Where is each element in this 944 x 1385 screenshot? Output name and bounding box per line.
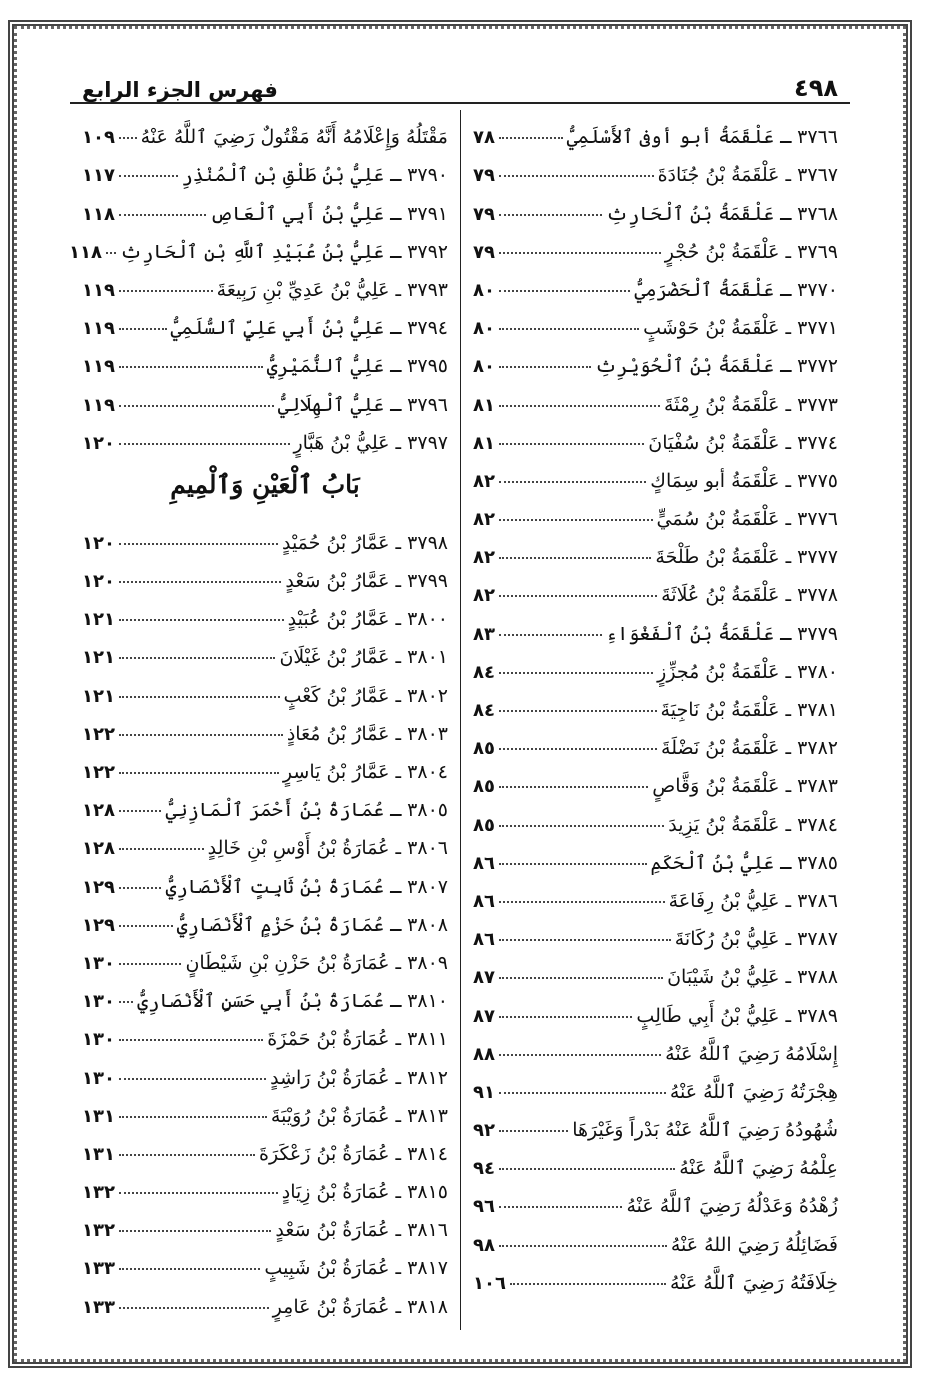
dot-leader (119, 1154, 255, 1156)
entry-page-number: ٩٢ (473, 1120, 495, 1142)
dot-leader (119, 543, 278, 545)
dot-leader (119, 443, 290, 445)
entry-page-number: ١١٩ (82, 318, 115, 340)
index-entry (82, 110, 448, 148)
index-entry (82, 1241, 448, 1279)
entry-title: ٣٧٩٣ ـ عَلِيُّ بْنُ عَدِيِّ بْنِ رَبِيعَةَ (216, 278, 448, 301)
entry-page-number: ٨٤ (473, 661, 495, 683)
index-list-bottom (82, 516, 448, 1318)
dot-leader (499, 786, 648, 788)
entry-title: ٣٧٩٨ ـ عَمَّارُ بْنُ حُمَيْدٍ (281, 531, 448, 554)
index-entry (82, 301, 448, 339)
dot-leader (499, 977, 663, 979)
dot-leader (119, 963, 181, 965)
dot-leader (119, 810, 161, 812)
index-entry (473, 1027, 838, 1065)
entry-title: ٣٧٧٣ ـ عَلْقَمَةُ بْنُ رِمْثَةَ (664, 393, 838, 416)
index-entry (473, 912, 838, 950)
dot-leader (499, 710, 657, 712)
dot-leader (119, 366, 263, 368)
entry-title: ٣٨١٥ ـ عُمَارَةُ بْنُ زِيَادٍ (281, 1181, 448, 1204)
index-entry (473, 1217, 838, 1255)
entry-page-number: ١١٨ (82, 203, 115, 225)
dot-leader (119, 1192, 278, 1194)
dot-leader (499, 1130, 568, 1132)
dot-leader (119, 1307, 269, 1309)
entry-title: ٣٧٧٢ ـ عَلْقَمَةُ بْنُ ٱلْحُوَيْرِثِ (594, 355, 838, 378)
entry-title: ٣٧٨٤ ـ عَلْقَمَةُ بْنُ يَزِيدَ (668, 813, 838, 836)
entry-page-number: ٨٥ (473, 738, 495, 760)
entry-title: مَقْتَلُهُ وَإِعْلَامُهُ أَنَّهُ مَقْتُولٌ رَضِيَ ٱللَّهُ عَنْهُ (140, 126, 448, 149)
index-entry (473, 988, 838, 1026)
index-entry (82, 936, 448, 974)
entry-title: ٣٧٨٧ ـ عَلِيُّ بْنُ رُكَانَةَ (674, 928, 838, 951)
dot-leader (119, 290, 213, 292)
index-entry (82, 821, 448, 859)
index-columns (70, 110, 850, 1330)
entry-title: ٣٧٨٣ ـ عَلْقَمَةُ بْنُ وَقَّاصٍ (652, 775, 838, 798)
index-entry (82, 859, 448, 897)
dot-leader (499, 481, 646, 483)
index-entry (82, 554, 448, 592)
entry-page-number: ٧٩ (473, 241, 495, 263)
entry-page-number: ٨٢ (473, 509, 495, 531)
entry-title: ٣٧٨٩ ـ عَلِيُّ بْنُ أَبِي طَالِبٍ (636, 1004, 838, 1027)
index-entry (473, 1179, 838, 1217)
entry-title: ٣٨١٦ ـ عُمَارَةُ بْنُ سَعْدٍ (275, 1219, 448, 1242)
dot-leader (119, 772, 279, 774)
entry-title: ٣٨٠١ ـ عَمَّارُ بْنُ غَيْلَانَ (279, 646, 448, 669)
entry-title: عِلْمُهُ رَضِيَ ٱللَّهُ عَنْهُ (679, 1157, 838, 1180)
entry-title: ٣٧٨٨ ـ عَلِيُّ بْنُ شَيْبَانَ (667, 966, 838, 989)
entry-title: ٣٨١١ ـ عُمَارَةُ بْنُ حَمْزَةَ (267, 1028, 448, 1051)
entry-title: ٣٧٩٦ ـ عَلِيُّ ٱلْهِلَالِيُّ (277, 393, 448, 416)
index-entry (473, 874, 838, 912)
entry-title: خِلَافَتُهُ رَضِيَ ٱللَّهُ عَنْهُ (669, 1271, 838, 1294)
entry-page-number: ٨٦ (473, 852, 495, 874)
entry-page-number: ١٠٦ (473, 1272, 506, 1294)
entry-page-number: ٨٨ (473, 1043, 495, 1065)
index-entry (473, 377, 838, 415)
entry-page-number: ١٣٠ (82, 991, 115, 1013)
entry-title: ٣٧٧٦ ـ عَلْقَمَةُ بْنُ سُمَيٍّ (656, 508, 838, 531)
index-entry (473, 721, 838, 759)
index-column-left (70, 110, 460, 1330)
dot-leader (499, 175, 654, 177)
index-entry (82, 263, 448, 301)
dot-leader (499, 328, 639, 330)
dot-leader (119, 1001, 133, 1003)
entry-title: ٣٨٠٤ ـ عَمَّارُ بْنُ يَاسِرٍ (282, 761, 448, 783)
entry-title: ٣٧٩٢ ـ عَلِيُّ بْنُ عُبَيْدِ ٱللَّهِ بْنِ ٱلْحَارِثِ (119, 240, 448, 263)
page-content (70, 60, 850, 1340)
entry-page-number: ١١٩ (82, 356, 115, 378)
index-entry (473, 263, 838, 301)
entry-title: ٣٧٧٩ ـ عَلْقَمَةُ بْنُ ٱلْفَغْوَاءِ (606, 622, 838, 645)
entry-title: ٣٧٨١ ـ عَلْقَمَةُ بْنُ نَاجِيَةَ (660, 699, 838, 721)
entry-title: ٣٨١٤ ـ عُمَارَةُ بْنُ زَعْكَرَةَ (259, 1142, 448, 1165)
index-entry (82, 783, 448, 821)
index-entry (82, 668, 448, 706)
entry-title: ٣٨٠٩ ـ عُمَارَةُ بْنُ حَزْنِ بْنِ شَيْطَانٍ (185, 951, 448, 974)
index-entry (473, 836, 838, 874)
entry-title: ٣٨٠٣ ـ عَمَّارُ بْنُ مُعَاذٍ (286, 722, 448, 745)
dot-leader (119, 1116, 267, 1118)
index-entry (82, 377, 448, 415)
entry-page-number: ٨٢ (473, 585, 495, 607)
index-entry (82, 516, 448, 554)
entry-title: ٣٧٩٠ ـ عَلِيُّ بْنُ طَلْقِ بْنِ ٱلْمُنْذِرِ (181, 164, 448, 187)
entry-page-number: ١١٧ (82, 165, 115, 187)
entry-title: ٣٧٩١ ـ عَلِيُّ بْنُ أَبِي ٱلْعَاصِ (209, 202, 448, 225)
entry-title: ٣٨٠٨ ـ عُمَارَةُ بْنُ حَزْمٍ ٱلْأَنْصَارِيُّ (176, 913, 448, 936)
entry-page-number: ١٢٨ (82, 838, 115, 860)
entry-page-number: ٧٨ (473, 127, 495, 149)
entry-title: ٣٧٩٥ ـ عَلِيُّ ٱلنُّمَيْرِيُّ (266, 355, 448, 378)
entry-page-number: ١٢٢ (82, 723, 115, 745)
entry-title: ٣٧٦٨ ـ عَلْقَمَةُ بْنُ ٱلْحَارِثِ (606, 202, 838, 225)
index-entry (473, 454, 838, 492)
entry-page-number: ٩٨ (473, 1234, 495, 1256)
running-title: فهرس الجزء الرابع (82, 78, 278, 102)
entry-page-number: ١١٩ (82, 279, 115, 301)
entry-page-number: ٨٦ (473, 929, 495, 951)
index-entry (473, 1256, 838, 1294)
index-entry (473, 950, 838, 988)
index-entry (82, 898, 448, 936)
index-entry (473, 1103, 838, 1141)
dot-leader (119, 175, 178, 177)
entry-page-number: ١٣٢ (82, 1182, 115, 1204)
entry-page-number: ١٢٠ (82, 532, 115, 554)
index-list-top (69, 110, 448, 454)
entry-title: ٣٨١٨ ـ عُمَارَةُ بْنُ عَامِرٍ (272, 1295, 448, 1318)
entry-page-number: ١٢٩ (82, 876, 115, 898)
entry-page-number: ١٢١ (82, 647, 115, 669)
entry-page-number: ٨٥ (473, 776, 495, 798)
entry-title: ٣٧٦٧ ـ عَلْقَمَةُ بْنُ جُنَادَةَ (657, 164, 838, 187)
entry-title: ٣٧٨٠ ـ عَلْقَمَةُ بْنُ مُجزِّزٍ (657, 660, 838, 683)
entry-page-number: ٧٩ (473, 203, 495, 225)
index-entry (473, 1141, 838, 1179)
index-entry (473, 759, 838, 797)
entry-page-number: ١٢٨ (82, 800, 115, 822)
index-entry (473, 225, 838, 263)
page-header (70, 60, 850, 104)
entry-page-number: ١٢١ (82, 685, 115, 707)
entry-title: ٣٨٠٠ ـ عَمَّارُ بْنُ عُبَيْدٍ (287, 608, 448, 631)
index-entry (82, 745, 448, 783)
entry-page-number: ٨٦ (473, 890, 495, 912)
dot-leader (499, 405, 660, 407)
dot-leader (499, 863, 647, 865)
index-entry (473, 492, 838, 530)
dot-leader (499, 1168, 675, 1170)
entry-title: شُهُودُهُ رَضِيَ ٱللَّهُ عَنْهُ بَدْراً وَغَيْرَهَا (572, 1119, 838, 1142)
index-entry (473, 301, 838, 339)
entry-page-number: ٩٦ (473, 1196, 495, 1218)
entry-page-number: ١٣٠ (82, 952, 115, 974)
dot-leader (499, 939, 671, 941)
entry-page-number: ٧٩ (473, 165, 495, 187)
index-entry (473, 339, 838, 377)
dot-leader (119, 137, 137, 139)
entry-page-number: ١٣٢ (82, 1220, 115, 1242)
dot-leader (119, 1039, 263, 1041)
index-entry (82, 1165, 448, 1203)
dot-leader (499, 366, 591, 368)
entry-title: ٣٧٩٧ ـ عَلِيُّ بْنُ هَبَّارٍ (293, 431, 448, 454)
entry-title: ٣٧٩٩ ـ عَمَّارُ بْنُ سَعْدٍ (285, 570, 448, 593)
entry-page-number: ٩١ (473, 1081, 495, 1103)
entry-page-number: ١٣٠ (82, 1067, 115, 1089)
entry-page-number: ١٣٠ (82, 1029, 115, 1051)
entry-title: ٣٧٧٠ ـ عَلْقَمَةُ ٱلْحَضْرَمِيُّ (634, 278, 838, 301)
index-column-right (460, 110, 850, 1330)
index-entry (473, 416, 838, 454)
dot-leader (119, 214, 206, 216)
dot-leader (499, 672, 653, 674)
index-entry (473, 1065, 838, 1103)
entry-page-number: ٨٣ (473, 623, 495, 645)
index-entry (82, 148, 448, 186)
entry-title: ٣٨٠٧ ـ عُمَارَةُ بْنُ ثَابِتٍ ٱلْأَنْصَارِيُّ (165, 875, 448, 898)
index-entry (82, 592, 448, 630)
dot-leader (499, 443, 644, 445)
dot-leader (499, 137, 563, 139)
entry-page-number: ١٢٠ (82, 432, 115, 454)
entry-page-number: ١٣٣ (82, 1258, 115, 1280)
dot-leader (499, 634, 602, 636)
entry-page-number: ٨٢ (473, 470, 495, 492)
index-entry (82, 339, 448, 377)
entry-title: ٣٨٠٢ ـ عَمَّارُ بْنُ كَعْبٍ (283, 684, 448, 707)
entry-page-number: ١١٩ (82, 394, 115, 416)
index-entry (473, 797, 838, 835)
dot-leader (499, 901, 665, 903)
entry-page-number: ١١٨ (69, 241, 102, 263)
entry-page-number: ١٠٩ (82, 127, 115, 149)
entry-title: ٣٨٠٦ ـ عُمَارَةُ بْنُ أَوْسِ بْنِ خَالِدٍ (207, 837, 448, 860)
dot-leader (119, 848, 204, 850)
index-entry (473, 110, 838, 148)
entry-title: ٣٧٦٩ ـ عَلْقَمَةُ بْنُ حُجْرٍ (664, 240, 838, 263)
dot-leader (499, 290, 630, 292)
dot-leader (499, 1054, 661, 1056)
entry-title: ٣٧٨٥ ـ عَلِيُّ بْنُ ٱلْحَكَمِ (650, 851, 838, 874)
entry-title: ٣٧٨٦ ـ عَلِيُّ بْنُ رِفَاعَةَ (668, 889, 838, 912)
index-entry (69, 225, 448, 263)
entry-page-number: ٨٢ (473, 547, 495, 569)
entry-title: ٣٧٧٥ ـ عَلْقَمَةُ أبو سِمَاكٍ (650, 469, 838, 492)
dot-leader (119, 1268, 260, 1270)
index-entry (473, 530, 838, 568)
index-entry (473, 683, 838, 721)
entry-page-number: ١٣١ (82, 1105, 115, 1127)
index-entry (82, 630, 448, 668)
index-entry (82, 1203, 448, 1241)
entry-title: ٣٨٠٥ ـ عُمَارَةُ بْنُ أَحْمَرَ ٱلْمَازِنِيُّ (165, 799, 448, 822)
entry-page-number: ٨١ (473, 432, 495, 454)
dot-leader (119, 657, 275, 659)
dot-leader (499, 1092, 666, 1094)
dot-leader (499, 519, 653, 521)
entry-title: ٣٧٨٢ ـ عَلْقَمَةُ بْنُ نَضْلَةَ (661, 737, 838, 760)
entry-title: هِجْرَتُهُ رَضِيَ ٱللَّهُ عَنْهُ (669, 1080, 838, 1103)
entry-title: ٣٧٩٤ ـ عَلِيُّ بْنُ أَبِي عَلِيٍّ ٱلسُّلَمِيُّ (170, 317, 448, 340)
entry-title: ٣٨١٣ ـ عُمَارَةُ بْنُ رُوَيْبَةَ (270, 1104, 448, 1127)
index-entry (473, 148, 838, 186)
dot-leader (119, 734, 283, 736)
dot-leader (499, 1016, 632, 1018)
dot-leader (119, 696, 280, 698)
dot-leader (499, 252, 661, 254)
entry-page-number: ٨٠ (473, 356, 495, 378)
index-entry (82, 707, 448, 745)
index-entry (473, 606, 838, 644)
dot-leader (499, 214, 602, 216)
index-entry (82, 186, 448, 224)
index-entry (82, 1050, 448, 1088)
entry-page-number: ٨٧ (473, 967, 495, 989)
page-number: ٤٩٨ (794, 74, 838, 102)
entry-page-number: ٨٤ (473, 700, 495, 721)
dot-leader (119, 1230, 271, 1232)
entry-title: ٣٧٧٨ ـ عَلْقَمَةُ بْنُ عُلَاثَةَ (661, 584, 838, 607)
entry-page-number: ١٣١ (82, 1143, 115, 1165)
entry-title: زُهْدُهُ وَعَدْلُهُ رَضِيَ ٱللَّهُ عَنْهُ (626, 1195, 838, 1218)
dot-leader (119, 405, 274, 407)
dot-leader (119, 619, 284, 621)
entry-title: إِسْلَامُهُ رَضِيَ ٱللَّهُ عَنْهُ (665, 1042, 838, 1065)
dot-leader (119, 1078, 266, 1080)
entry-title: فَضَائِلُهُ رَضِيَ اللهُ عَنْهُ (670, 1233, 838, 1256)
dot-leader (106, 252, 116, 254)
entry-page-number: ٨٠ (473, 279, 495, 301)
index-entry (82, 416, 448, 454)
entry-page-number: ٩٤ (473, 1158, 495, 1180)
entry-page-number: ٨٥ (473, 814, 495, 836)
entry-page-number: ١٢١ (82, 609, 115, 631)
entry-page-number: ٨٠ (473, 318, 495, 340)
dot-leader (119, 925, 173, 927)
entry-title: ٣٨١٠ ـ عُمَارَةُ بْنُ أَبِي حَسَنٍ ٱلْأَنْصَارِيُّ (137, 990, 448, 1013)
dot-leader (119, 328, 167, 330)
dot-leader (499, 595, 657, 597)
entry-page-number: ١٢٩ (82, 914, 115, 936)
index-entry (82, 1279, 448, 1317)
index-entry (473, 186, 838, 224)
dot-leader (499, 1245, 667, 1247)
entry-title: ٣٧٧٤ ـ عَلْقَمَةُ بْنُ سُفْيَانَ (648, 431, 838, 454)
section-heading: بَابُ ٱلْعَيْنِ وَٱلْمِيمِ (170, 470, 360, 500)
entry-title: ٣٧٧١ ـ عَلْقَمَةُ بْنُ حَوْشَبٍ (643, 317, 838, 340)
dot-leader (119, 581, 281, 583)
index-entry (82, 974, 448, 1012)
dot-leader (499, 557, 651, 559)
dot-leader (499, 748, 657, 750)
index-entry (82, 1089, 448, 1127)
index-entry (473, 568, 838, 606)
entry-page-number: ٨١ (473, 394, 495, 416)
entry-title: ٣٧٧٧ ـ عَلْقَمَةُ بْنُ طَلْحَةَ (655, 546, 838, 569)
index-entry (82, 1012, 448, 1050)
entry-page-number: ٨٧ (473, 1005, 495, 1027)
entry-title: ٣٨١٢ ـ عُمَارَةُ بْنُ رَاشِدٍ (270, 1066, 448, 1089)
entry-page-number: ١٢٢ (82, 762, 115, 783)
index-entry (82, 1127, 448, 1165)
dot-leader (499, 825, 664, 827)
index-entry (473, 645, 838, 683)
dot-leader (510, 1283, 666, 1285)
entry-title: ٣٨١٧ ـ عُمَارَةُ بْنُ شَبِيبٍ (264, 1257, 448, 1280)
entry-page-number: ١٢٠ (82, 571, 115, 593)
dot-leader (499, 1206, 622, 1208)
dot-leader (119, 887, 161, 889)
entry-title: ٣٧٦٦ ـ عَلْقَمَةُ أبو أوفى ٱلأَسْلَمِيُّ (566, 126, 838, 149)
entry-page-number: ١٣٣ (82, 1296, 115, 1318)
